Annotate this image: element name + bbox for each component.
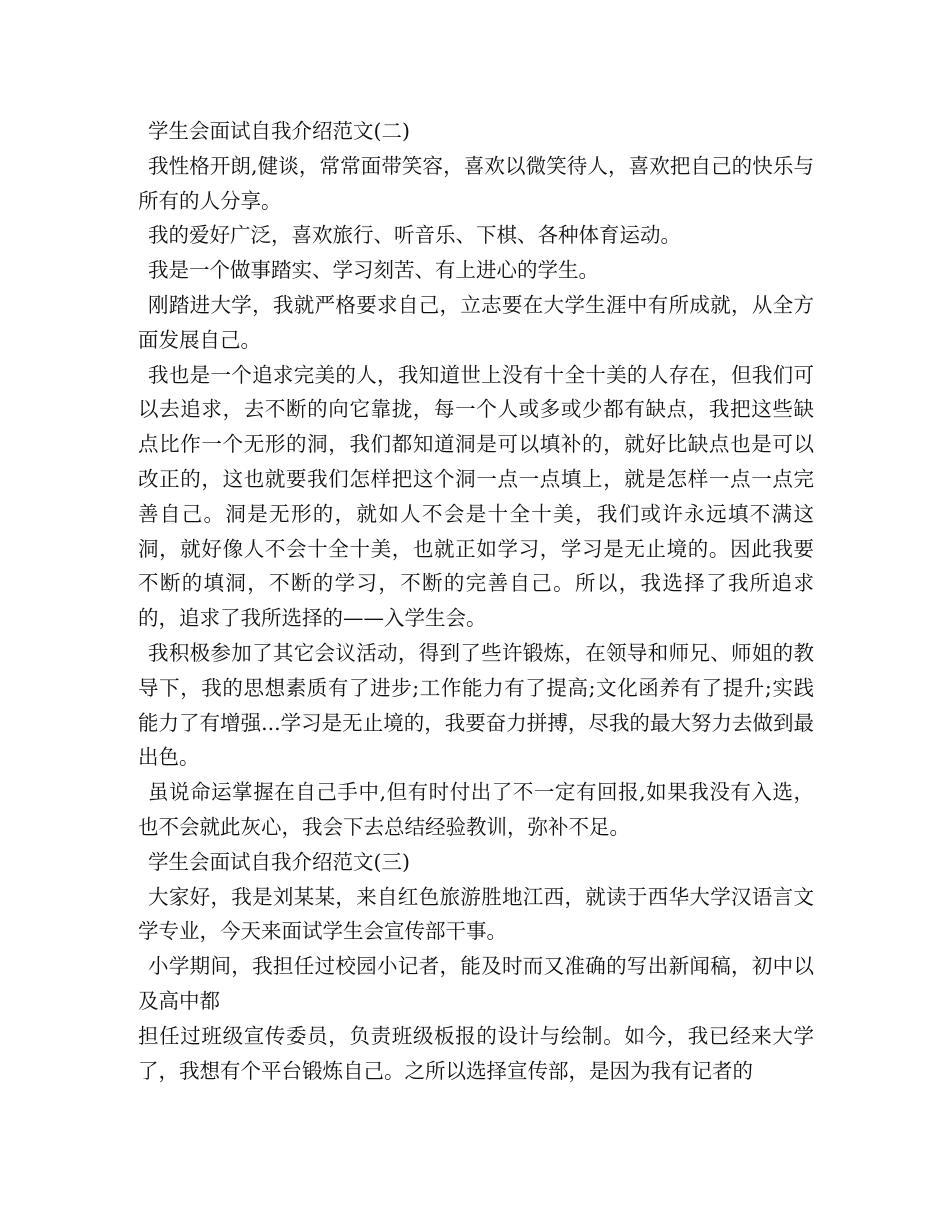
paragraph-perfection: 我也是一个追求完美的人，我知道世上没有十全十美的人存在，但我们可以去追求，去不断的向它靠拢，每一个人或多或少都有缺点，我把这些缺点比作一个无形的洞，我们都知道洞是可以填补的，就好比缺点也是可以改正的，这也就要我们怎样把这个洞一点一点填上，就是怎样一点一点完善自己。洞是无形的，就如人不会是十全十美，我们或许永远填不满这洞，就好像人不会十全十美，也就正如学习，学习是无止境的。因此我要不断的填洞，不断的学习，不断的完善自己。所以，我选择了我所追求的，追求了我所选择的——入学生会。 xyxy=(138,362,814,631)
section-heading-2: 学生会面试自我介绍范文(二) xyxy=(148,119,410,143)
document-body xyxy=(138,114,814,1088)
section-heading-3: 学生会面试自我介绍范文(三) xyxy=(148,849,410,874)
paragraph-university-goals: 刚踏进大学，我就严格要求自己，立志要在大学生涯中有所成就，从全方面发展自己。 xyxy=(138,292,814,352)
paragraph-publicity-experience: 担任过班级宣传委员，负责班级板报的设计与绘制。如今，我已经来大学了，我想有个平台锻炼自己。之所以选择宣传部，是因为我有记者的 xyxy=(138,1023,814,1083)
paragraph-outcome: 虽说命运掌握在自己手中,但有时付出了不一定有回报,如果我没有入选，也不会就此灰心，我会下去总结经验教训，弥补不足。 xyxy=(138,780,814,839)
paragraph-introduction: 大家好，我是刘某某，来自红色旅游胜地江西，就读于西华大学汉语言文学专业，今天来面试学生会宣传部干事。 xyxy=(138,884,814,944)
paragraph-activities: 我积极参加了其它会议活动，得到了些许锻炼，在领导和师兄、师姐的教导下，我的思想素质有了进步;工作能力有了提高;文化函养有了提升;实践能力了有增强...学习是无止境的，我要奋力拼搏，尽我的最大努力去做到最出色。 xyxy=(138,640,814,770)
paragraph-diligence: 我是一个做事踏实、学习刻苦、有上进心的学生。 xyxy=(148,258,599,283)
paragraph-hobbies: 我的爱好广泛，喜欢旅行、听音乐、下棋、各种体育运动。 xyxy=(148,223,681,248)
paragraph-primary-school: 小学期间，我担任过校园小记者，能及时而又准确的写出新闻稿，初中以及高中都 xyxy=(138,954,814,1013)
paragraph-personality: 我性格开朗,健谈，常常面带笑容，喜欢以微笑待人，喜欢把自己的快乐与所有的人分享。 xyxy=(138,153,814,213)
